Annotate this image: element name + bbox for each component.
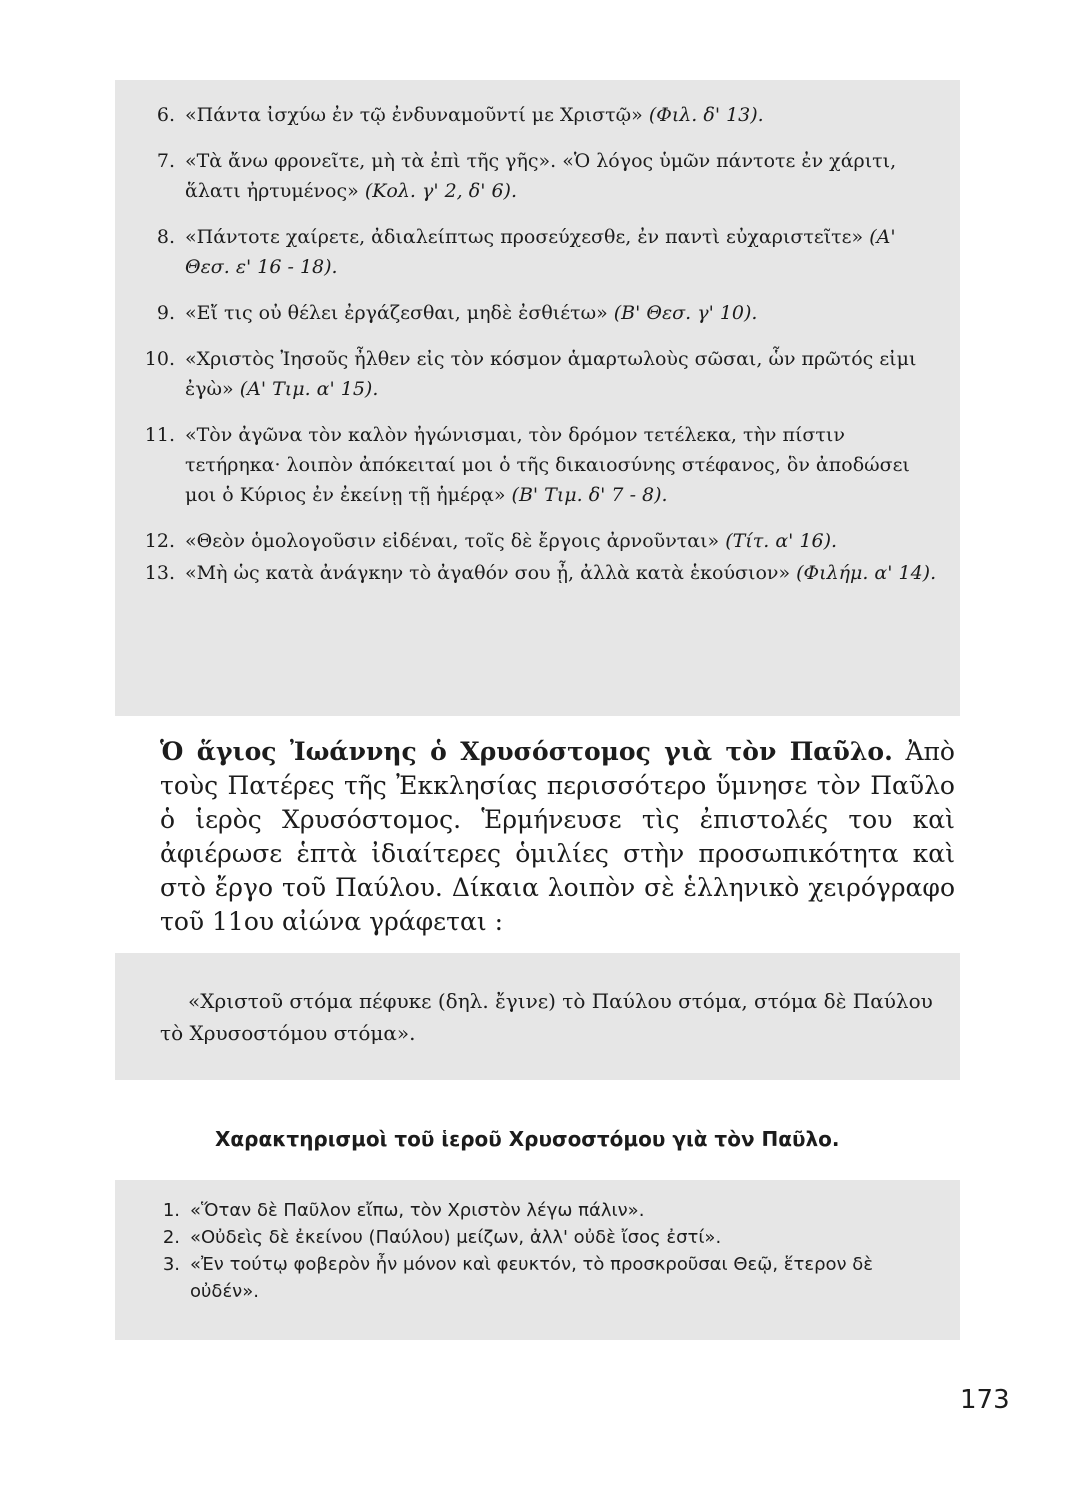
item-number: 9. [156,302,175,324]
scripture-reference: (Α' Θεσ. ε' 16 - 18). [185,226,896,278]
item-number: 13. [144,562,175,584]
item-number: 10. [144,348,175,370]
scripture-reference: (Α' Τιμ. α' 15). [239,378,379,400]
section-body: Ἀπὸ τοὺς Πατέρες τῆς Ἐκκλησίας περισσότερο ὕμνησε τὸν Παῦλο ὁ ἱερὸς Χρυσόστομος. Ἑρμήνευσε τὶς ἐπιστολές του καὶ ἀφιέρωσε ἑπτὰ ἰδιαίτερες ὁμιλίες στὴν προσωπικότητα καὶ στὸ ἔργο τοῦ Παύλου. Δίκαια λοιπὸν σὲ ἑλληνικὸ χειρόγραφο τοῦ 11ου αἰώνα γράφεται : [160,737,955,936]
scripture-reference: (Τίτ. α' 16). [725,530,838,552]
page-number: 173 [960,1385,1010,1415]
quote-text: «Πάντοτε χαίρετε, ἀδιαλείπτως προσεύχεσθε, ἐν παντὶ εὐχαριστεῖτε» [185,226,864,248]
quote-text: «Πάντα ἰσχύω ἐν τῷ ἐνδυναμοῦντί με Χριστῷ» [185,104,643,126]
list-item [140,344,945,404]
scripture-reference: (Φιλ. δ' 13). [648,104,764,126]
chrysostom-paragraph [160,735,955,939]
list-item [140,1224,940,1251]
section-heading: Ὁ ἅγιος Ἰωάννης ὁ Χρυσόστομος γιὰ τὸν Παῦλο. [160,737,893,766]
quote-text: «Μὴ ὡς κατὰ ἀνάγκην τὸ ἀγαθόν σου ᾖ, ἀλλὰ κατὰ ἑκούσιον» [185,562,791,584]
characterizations-heading: Χαρακτηρισμοὶ τοῦ ἱεροῦ Χρυσοστόμου γιὰ τὸν Παῦλο. [215,1127,840,1151]
quote-text: «Χριστὸς Ἰησοῦς ἦλθεν εἰς τὸν κόσμον ἁμαρτωλοὺς σῶσαι, ὧν πρῶτός εἰμι ἐγὼ» [185,348,917,400]
item-number: 2. [162,1227,180,1248]
quote-text: «Τὰ ἄνω φρονεῖτε, μὴ τὰ ἐπὶ τῆς γῆς». «Ὁ λόγος ὑμῶν πάντοτε ἐν χάριτι, ἅλατι ἠρτυμένος» [185,150,897,202]
scripture-reference: (Φιλήμ. α' 14). [796,562,937,584]
list-item [140,298,945,328]
list-item [140,222,945,282]
item-text: «Ὅταν δὲ Παῦλον εἴπω, τὸν Χριστὸν λέγω πάλιν». [190,1200,645,1221]
list-item [140,1251,940,1305]
item-number: 6. [156,104,175,126]
item-number: 1. [162,1200,180,1221]
item-number: 7. [156,150,175,172]
list-item [140,146,945,206]
list-item [140,558,945,588]
scripture-reference: (Β' Θεσ. γ' 10). [613,302,758,324]
item-number: 12. [144,530,175,552]
list-item [140,526,945,556]
characterizations-list [140,1197,940,1305]
quote-text: «Εἴ τις οὐ θέλει ἐργάζεσθαι, μηδὲ ἐσθιέτω» [185,302,608,324]
item-number: 11. [144,424,175,446]
item-text: «Ἐν τούτῳ φοβερὸν ἦν μόνον καὶ φευκτόν, τὸ προσκροῦσαι Θεῷ, ἕτερον δὲ οὐδέν». [190,1254,874,1302]
quote-text: «Τὸν ἀγῶνα τὸν καλὸν ἠγώνισμαι, τὸν δρόμον τετέλεκα, τὴν πίστιν τετήρηκα· λοιπὸν ἀπόκειταί μοι ὁ τῆς δικαιοσύνης στέφανος, ὃν ἀποδώσει μοι ὁ Κύριος ἐν ἐκείνῃ τῇ ἡμέρᾳ» [185,424,910,506]
quote-line-2: τὸ Χρυσοστόμου στόμα». [160,1021,416,1045]
scripture-quote-list [140,100,945,588]
item-number: 3. [162,1254,180,1275]
quote-text: «Θεὸν ὁμολογοῦσιν εἰδέναι, τοῖς δὲ ἔργοις ἀρνοῦνται» [185,530,720,552]
item-text: «Οὐδεὶς δὲ ἐκείνου (Παύλου) μείζων, ἀλλ' οὐδὲ ἴσος ἐστί». [190,1227,722,1248]
list-item [140,420,945,510]
scripture-reference: (Κολ. γ' 2, δ' 6). [364,180,518,202]
scripture-reference: (Β' Τιμ. δ' 7 - 8). [511,484,668,506]
list-item [140,100,945,130]
list-item [140,1197,940,1224]
item-number: 8. [156,226,175,248]
quote-line-1: «Χριστοῦ στόμα πέφυκε (δηλ. ἔγινε) τὸ Παύλου στόμα, στόμα δὲ Παύλου [188,989,933,1013]
manuscript-quote [160,985,940,1049]
